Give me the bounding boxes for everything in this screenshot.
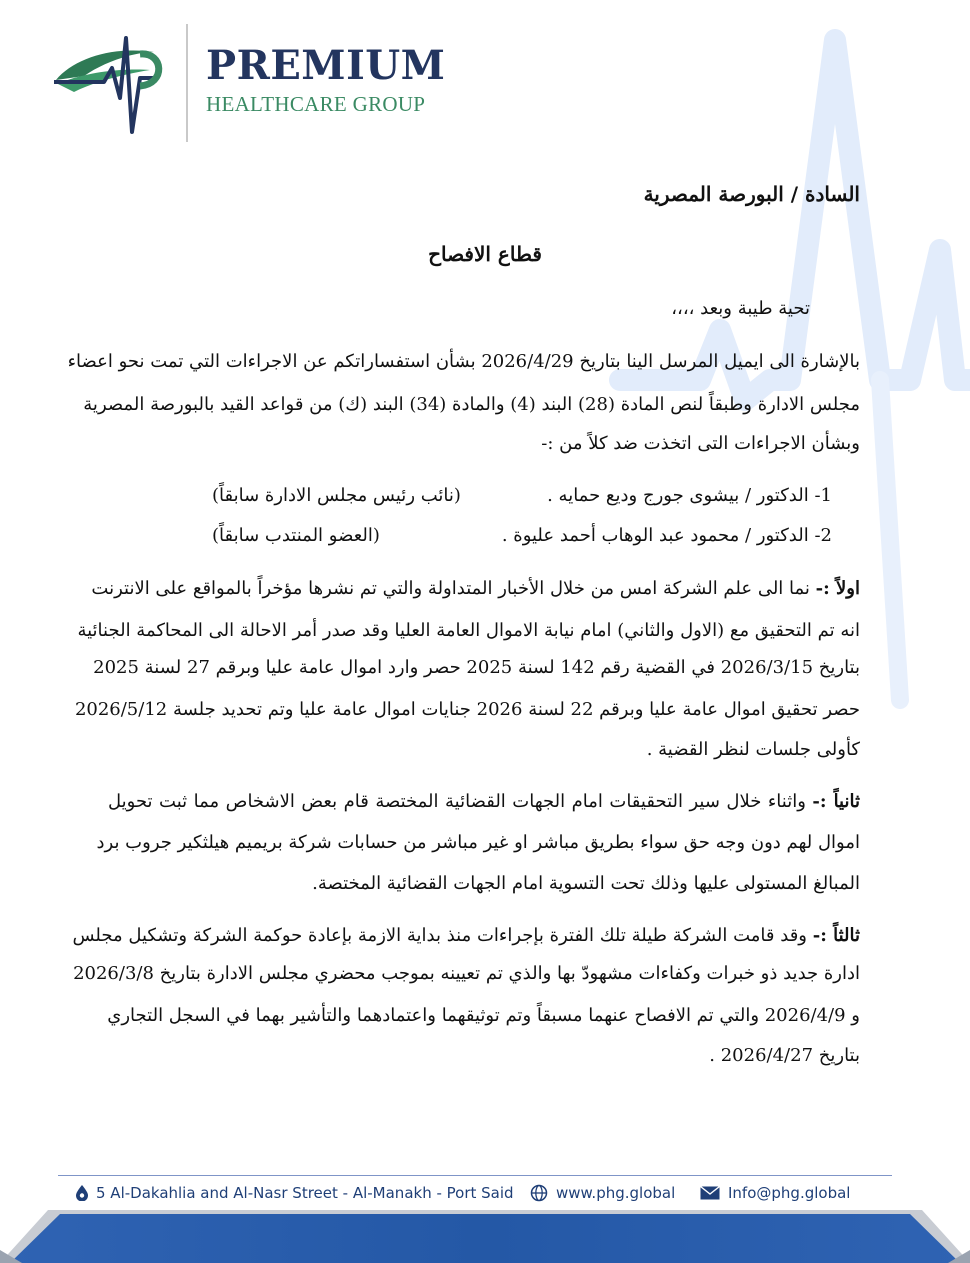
- section2-label: ثانياً :-: [812, 791, 860, 812]
- footer: [0, 1180, 970, 1208]
- section1-line-3: بتاريخ 2026/3/15 في القضية رقم 142 لسنة 2025 حصر وارد اموال عامة عليا وبرقم 27 لسنة 2025: [93, 657, 860, 678]
- person-name: 1- الدكتور / بيشوى جورج وديع حمايه .: [547, 485, 832, 506]
- footer-email[interactable]: [700, 1184, 850, 1202]
- section1-line-5: كأولى جلسات لنظر القضية .: [646, 739, 860, 760]
- greeting-line: تحية طيبة وبعد ،،،،: [671, 298, 810, 319]
- company-logo: [46, 20, 446, 148]
- heartbeat-swoosh-logo-icon: [54, 28, 184, 140]
- section1-text: نما الى علم الشركة امس من خلال الأخبار المتداولة والتي تم نشرها مؤخراً بالمواقع على الانترنت: [91, 578, 816, 599]
- logo-divider: [186, 24, 188, 142]
- section2-text: واثناء خلال سير التحقيقات امام الجهات القضائية المختصة قام بعض الاشخاص مما ثبت تحويل: [108, 791, 813, 812]
- footer-website[interactable]: [530, 1184, 675, 1202]
- website-link[interactable]: www.phg.global: [556, 1184, 676, 1202]
- footer-divider: [58, 1175, 892, 1176]
- section3-line-1: [72, 924, 860, 948]
- brand-name: PREMIUM: [206, 42, 446, 89]
- intro-line-2: مجلس الادارة وطبقاً لنص المادة (28) البند (4) والمادة (34) البند (ك) من قواعد القيد بالبورصة المصرية: [83, 394, 860, 415]
- brand-subtitle: HEALTHCARE GROUP: [206, 92, 426, 116]
- intro-line-3: وبشأن الاجراءات التى اتخذت ضد كلاً من :-: [541, 433, 860, 454]
- footer-band: [0, 1210, 970, 1263]
- location-pin-icon: [76, 1185, 88, 1201]
- globe-icon: [530, 1184, 548, 1202]
- person-role: (العضو المنتدب سابقاً): [212, 525, 380, 546]
- section3-line-2: ادارة جديد ذو خبرات وكفاءات مشهودّ بها والذي تم تعيينه بموجب محضري مجلس الادارة بتاريخ 2026/3/8: [73, 963, 860, 984]
- intro-line-1: بالإشارة الى ايميل المرسل الينا بتاريخ 2026/4/29 بشأن استفساراتكم عن الاجراءات التي تمت نحو اعضاء: [67, 351, 860, 372]
- section1-line-1: [91, 577, 860, 601]
- section2-line-2: اموال لهم دون وجه حق سواء بطريق مباشر او غير مباشر من حسابات شركة بريميم هيلثكير جروب برد: [96, 832, 860, 853]
- section3-line-3: و 2026/4/9 والتي تم الافصاح عنهما مسبقاً وتم توثيقهما واعتمادهما والتأشير بهما في السجل التجاري: [107, 1005, 860, 1026]
- section1-line-2: انه تم التحقيق مع (الاول والثاني) امام نيابة الاموال العامة العليا وقد صدر أمر الاحالة الى المحاكمة الجنائية: [77, 620, 860, 641]
- section3-label: ثالثاً :-: [812, 925, 860, 946]
- department-title: قطاع الافصاح: [428, 242, 542, 266]
- section3-line-4: بتاريخ 2026/4/27 .: [709, 1045, 860, 1066]
- section1-line-4: حصر تحقيق اموال عامة عليا وبرقم 22 لسنة 2026 جنايات اموال عامة عليا وتم تحديد جلسة 2026/5/12: [74, 699, 860, 720]
- section1-label: اولاً :-: [815, 578, 860, 599]
- envelope-icon: [700, 1186, 720, 1200]
- section2-line-3: المبالغ المستولى عليها وذلك تحت التسوية امام الجهات القضائية المختصة.: [312, 873, 860, 894]
- section2-line-1: [108, 790, 860, 814]
- address-text: 5 Al-Dakahlia and Al-Nasr Street - Al-Manakh - Port Said: [96, 1184, 514, 1202]
- section3-text: وقد قامت الشركة طيلة تلك الفترة بإجراءات منذ بداية الازمة بإعادة حوكمة الشركة وتشكيل مجلس: [72, 925, 813, 946]
- recipient-line: السادة / البورصة المصرية: [643, 182, 860, 206]
- person-name: 2- الدكتور / محمود عبد الوهاب أحمد عليوة .: [501, 525, 832, 546]
- email-link[interactable]: Info@phg.global: [728, 1184, 851, 1202]
- person-role: (نائب رئيس مجلس الادارة سابقاً): [212, 485, 461, 506]
- footer-address: [76, 1184, 514, 1202]
